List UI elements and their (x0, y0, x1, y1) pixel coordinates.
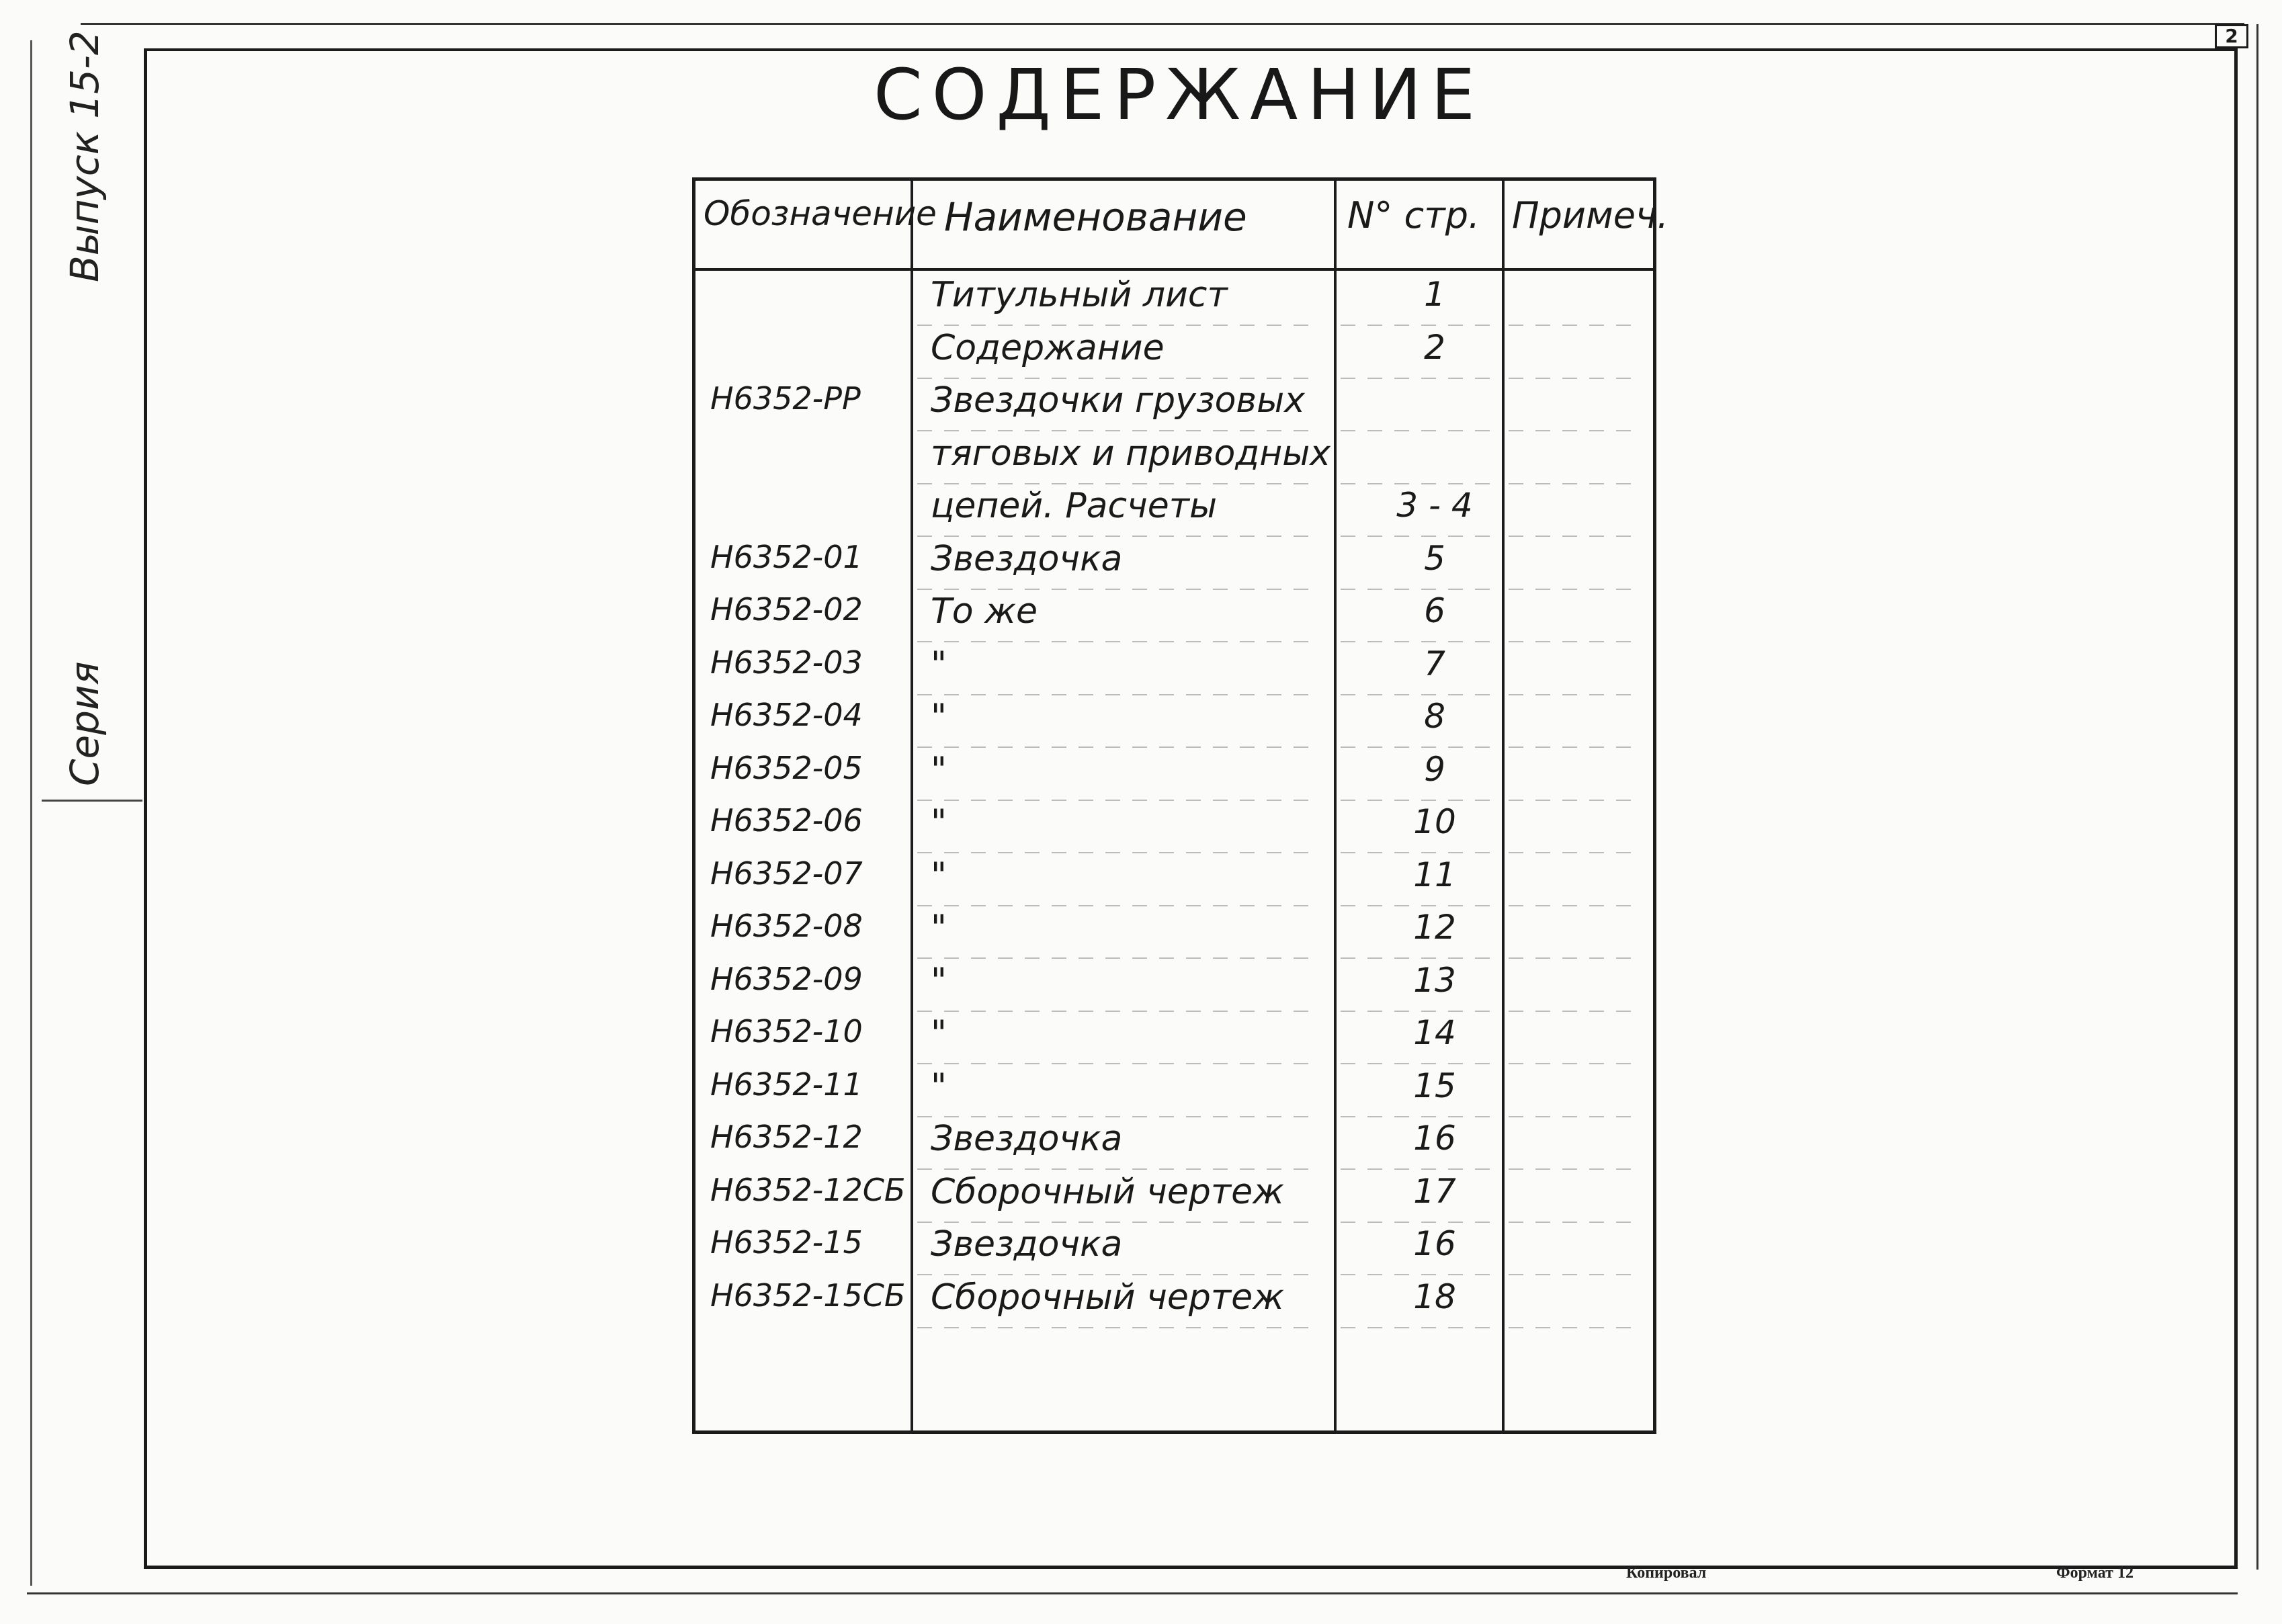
table-row (695, 802, 1653, 855)
table-row (695, 750, 1653, 802)
header-code: Обозначение (704, 194, 937, 233)
row-page: 7 (1424, 644, 1445, 683)
row-page: 14 (1413, 1013, 1456, 1052)
row-guide-line (917, 905, 1314, 906)
row-guide-line (1341, 325, 1495, 326)
contents-table (692, 177, 1669, 1434)
row-page: 11 (1413, 855, 1456, 894)
row-name: Звездочка (931, 1119, 1123, 1159)
row-guide-line (1509, 378, 1643, 379)
outer-border-right (2256, 24, 2258, 1570)
row-name: " (931, 802, 947, 843)
row-guide-line (917, 957, 1314, 959)
row-guide-line (917, 800, 1314, 801)
row-name: тяговых и приводных (931, 433, 1331, 474)
table-row (695, 1066, 1653, 1119)
row-guide-line (1341, 589, 1495, 590)
row-page (1357, 433, 1512, 486)
row-guide-line (1509, 1011, 1643, 1012)
table-row (695, 591, 1653, 644)
row-guide-line (1341, 905, 1495, 906)
row-code: H6352-04 (710, 697, 863, 733)
row-guide-line (917, 852, 1314, 853)
row-guide-line (1509, 483, 1643, 484)
row-page: 9 (1424, 749, 1445, 789)
table-row (695, 855, 1653, 908)
row-page: 2 (1424, 327, 1445, 367)
table-row (695, 275, 1653, 327)
row-guide-line (1341, 957, 1495, 959)
row-guide-line (1341, 1116, 1495, 1117)
table-row (695, 433, 1653, 486)
row-guide-line (917, 1011, 1314, 1012)
row-name: Титульный лист (931, 275, 1228, 315)
row-guide-line (1509, 430, 1643, 431)
header-page: N° стр. (1347, 194, 1480, 237)
row-guide-line (917, 746, 1314, 748)
row-name: " (931, 1013, 947, 1054)
row-guide-line (1341, 1327, 1495, 1328)
row-page: 16 (1413, 1119, 1456, 1158)
table-row (695, 1277, 1653, 1330)
row-guide-line (917, 536, 1314, 537)
row-guide-line (1509, 325, 1643, 326)
series-label: Серия (62, 661, 108, 786)
row-guide-line (1341, 1168, 1495, 1170)
row-guide-line (917, 1168, 1314, 1170)
row-guide-line (917, 1063, 1314, 1064)
row-guide-line (917, 1222, 1314, 1223)
row-guide-line (1341, 1222, 1495, 1223)
header-note: Примеч. (1512, 194, 1669, 237)
row-name: " (931, 960, 947, 1001)
row-guide-line (1341, 378, 1495, 379)
row-guide-line (1509, 957, 1643, 959)
row-name: Сборочный чертеж (931, 1277, 1284, 1318)
table-row (695, 1013, 1653, 1066)
row-name: " (931, 908, 947, 948)
table-row (695, 908, 1653, 960)
row-code: H6352-15 (710, 1224, 863, 1260)
left-strip-divider (42, 800, 142, 802)
row-guide-line (917, 378, 1314, 379)
row-name: Звездочка (931, 538, 1123, 579)
row-guide-line (1341, 852, 1495, 853)
row-code: H6352-PP (710, 380, 861, 417)
row-guide-line (1341, 483, 1495, 484)
row-name: " (931, 855, 947, 896)
row-guide-line (1509, 1063, 1643, 1064)
row-guide-line (917, 694, 1314, 695)
row-guide-line (917, 1327, 1314, 1328)
row-page: 10 (1413, 802, 1456, 841)
table-row (695, 1224, 1653, 1277)
row-code: H6352-02 (710, 591, 863, 628)
sheet-number: 2 (2215, 24, 2248, 48)
row-code (710, 275, 912, 327)
row-name: " (931, 1066, 947, 1107)
row-guide-line (917, 1274, 1314, 1275)
row-code: H6352-05 (710, 749, 863, 786)
table-row (695, 1172, 1653, 1224)
row-name: Звездочки грузовых (931, 380, 1305, 421)
row-name: То же (931, 591, 1038, 632)
row-guide-line (1341, 1274, 1495, 1275)
row-guide-line (1509, 746, 1643, 748)
row-code: H6352-10 (710, 1013, 863, 1050)
header-divider (695, 268, 1653, 271)
row-name: " (931, 697, 947, 737)
row-page: 8 (1424, 697, 1445, 736)
row-guide-line (1509, 589, 1643, 590)
row-page (1357, 380, 1512, 433)
row-name: " (931, 644, 947, 685)
row-page: 17 (1413, 1171, 1456, 1211)
row-code: H6352-11 (710, 1066, 863, 1103)
row-guide-line (1341, 1063, 1495, 1064)
table-row (695, 1119, 1653, 1171)
row-guide-line (1341, 800, 1495, 801)
row-guide-line (1341, 641, 1495, 642)
row-code: H6352-09 (710, 960, 863, 997)
row-guide-line (1509, 694, 1643, 695)
header-name: Наименование (944, 194, 1247, 240)
row-code: H6352-15СБ (710, 1277, 906, 1314)
row-page: 1 (1424, 275, 1445, 314)
row-page: 12 (1413, 908, 1456, 947)
row-guide-line (1509, 1327, 1643, 1328)
row-guide-line (1341, 1011, 1495, 1012)
row-guide-line (1509, 1222, 1643, 1223)
table-row (695, 539, 1653, 591)
left-strip-line (30, 40, 32, 1586)
row-page: 16 (1413, 1224, 1456, 1263)
row-guide-line (917, 325, 1314, 326)
row-guide-line (917, 1116, 1314, 1117)
row-page: 5 (1424, 538, 1445, 578)
row-page: 15 (1413, 1066, 1456, 1105)
row-code: H6352-03 (710, 644, 863, 681)
row-guide-line (1509, 800, 1643, 801)
row-name: цепей. Расчеты (931, 486, 1218, 526)
table-row (695, 961, 1653, 1013)
table-row (695, 697, 1653, 749)
row-code (710, 433, 912, 486)
row-guide-line (917, 430, 1314, 431)
row-code: H6352-12 (710, 1119, 863, 1155)
row-name: " (931, 749, 947, 790)
table-row (695, 328, 1653, 380)
row-guide-line (1509, 1168, 1643, 1170)
row-name: Сборочный чертеж (931, 1171, 1284, 1212)
row-guide-line (917, 641, 1314, 642)
row-guide-line (917, 589, 1314, 590)
row-page: 6 (1424, 591, 1445, 630)
row-guide-line (1341, 746, 1495, 748)
row-guide-line (1509, 536, 1643, 537)
row-page: 13 (1413, 960, 1456, 1000)
row-guide-line (1341, 694, 1495, 695)
row-code: H6352-12СБ (710, 1171, 906, 1208)
row-guide-line (1509, 905, 1643, 906)
row-page: 18 (1413, 1277, 1456, 1316)
table-row (695, 486, 1653, 538)
row-code: H6352-07 (710, 855, 863, 892)
row-guide-line (1509, 641, 1643, 642)
page-title: СОДЕРЖАНИЕ (874, 54, 1485, 136)
table-row (695, 380, 1653, 433)
outer-border-top (81, 23, 2244, 25)
row-code: H6352-06 (710, 802, 863, 839)
row-code (710, 328, 912, 380)
row-guide-line (1509, 1274, 1643, 1275)
row-code: H6352-08 (710, 908, 863, 944)
row-guide-line (1509, 1116, 1643, 1117)
row-code (710, 486, 912, 538)
row-code: H6352-01 (710, 538, 863, 575)
row-name: Звездочка (931, 1224, 1123, 1265)
footer-format: Формат 12 (2056, 1564, 2133, 1582)
row-guide-line (917, 483, 1314, 484)
outer-border-bottom (27, 1592, 2238, 1594)
row-guide-line (1341, 536, 1495, 537)
issue-label: Выпуск 15-2 (62, 30, 108, 282)
row-name: Содержание (931, 327, 1165, 368)
footer-copied: Копировал (1626, 1564, 1707, 1582)
row-guide-line (1341, 430, 1495, 431)
row-guide-line (1509, 852, 1643, 853)
row-page: 3 - 4 (1396, 486, 1473, 525)
table-row (695, 644, 1653, 697)
